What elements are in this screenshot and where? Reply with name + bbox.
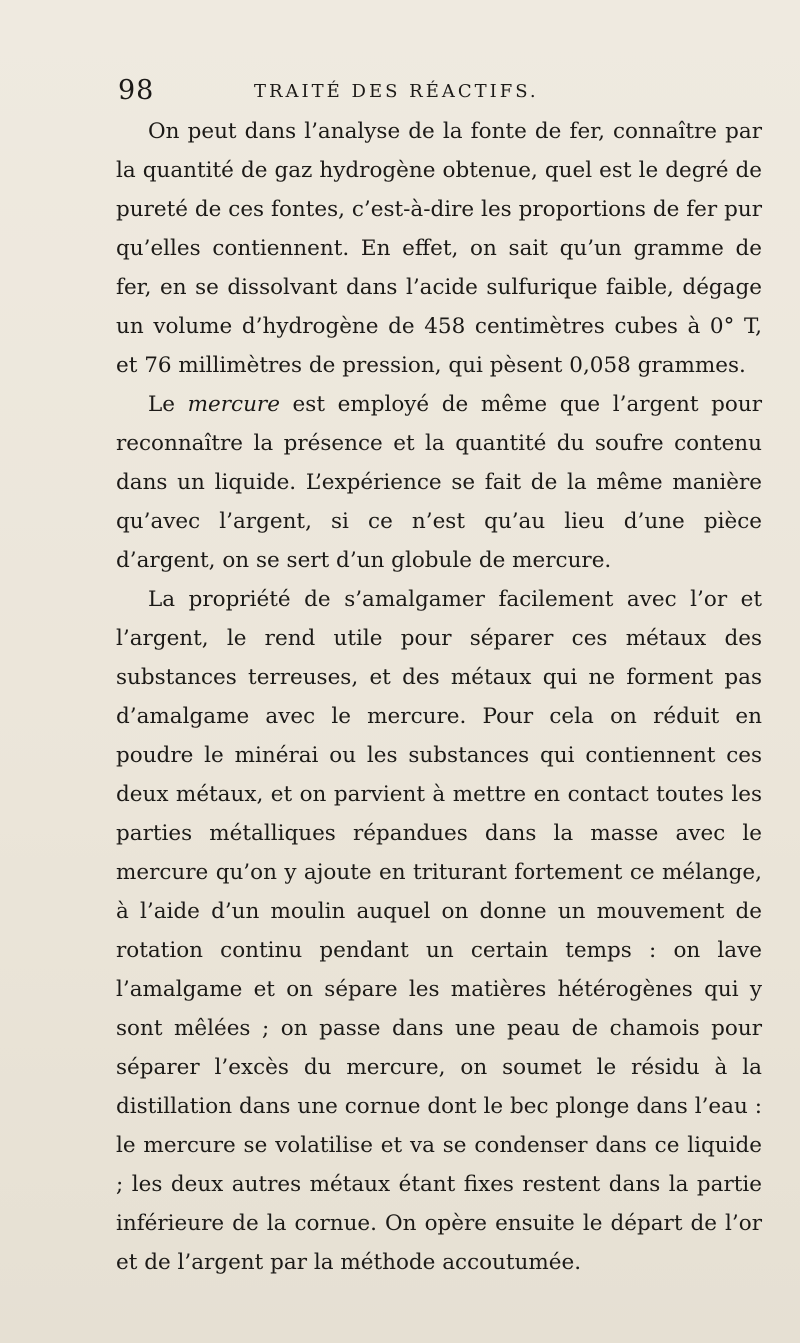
paragraph-mercure (116, 385, 762, 580)
page-number: 98 (118, 75, 155, 106)
paragraph-continuation: est employé de même que l’argent pour reconnaître la présence et la quantité du soufre contenu dans un liquide. L’expérience se fait de la même manière qu’avec l’argent, si ce n’est qu’au lieu d’une pièce d’argent, on se sert d’un globule de mercure. (116, 392, 762, 573)
page-header (118, 76, 618, 106)
running-head: TRAITÉ DES RÉACTIFS. (254, 81, 539, 102)
emphasis-mercure: mercure (187, 392, 280, 417)
body-text (116, 112, 762, 1282)
paragraph-lead: Le (148, 392, 188, 417)
paragraph-hydrogen: On peut dans l’analyse de la fonte de fer, connaître par la quantité de gaz hydrogène obtenue, quel est le degré de pureté de ces fontes, c’est-à-dire les proportions de fer pur qu’elles contiennent. En effet, on sait qu’un gramme de fer, en se dissolvant dans l’acide sulfurique faible, dégage un volume d’hydrogène de 458 centimètres cubes à 0° T, et 76 millimètres de pression, qui pèsent 0,058 grammes. (116, 119, 762, 378)
paragraph-amalgame: La propriété de s’amalgamer facilement avec l’or et l’argent, le rend utile pour séparer ces métaux des substances terreuses, et des métaux qui ne forment pas d’amalgame avec le mercure. Pour cela on réduit en poudre le minérai ou les substances qui contiennent ces deux métaux, et on parvient à mettre en contact toutes les parties métalliques répandues dans la masse avec le mercure qu’on y ajoute en triturant fortement ce mélange, à l’aide d’un moulin auquel on donne un mouvement de rotation continu pendant un certain temps : on lave l’amalgame et on sépare les matières hétérogènes qui y sont mêlées ; on passe dans une peau de chamois pour séparer l’excès du mercure, on soumet le résidu à la distillation dans une cornue dont le bec plonge dans l’eau : le mercure se volatilise et va se condenser dans ce liquide ; les deux autres métaux étant fixes restent dans la partie inférieure de la cornue. On opère ensuite le départ de l’or et de l’argent par la méthode accoutumée. (116, 587, 762, 1275)
